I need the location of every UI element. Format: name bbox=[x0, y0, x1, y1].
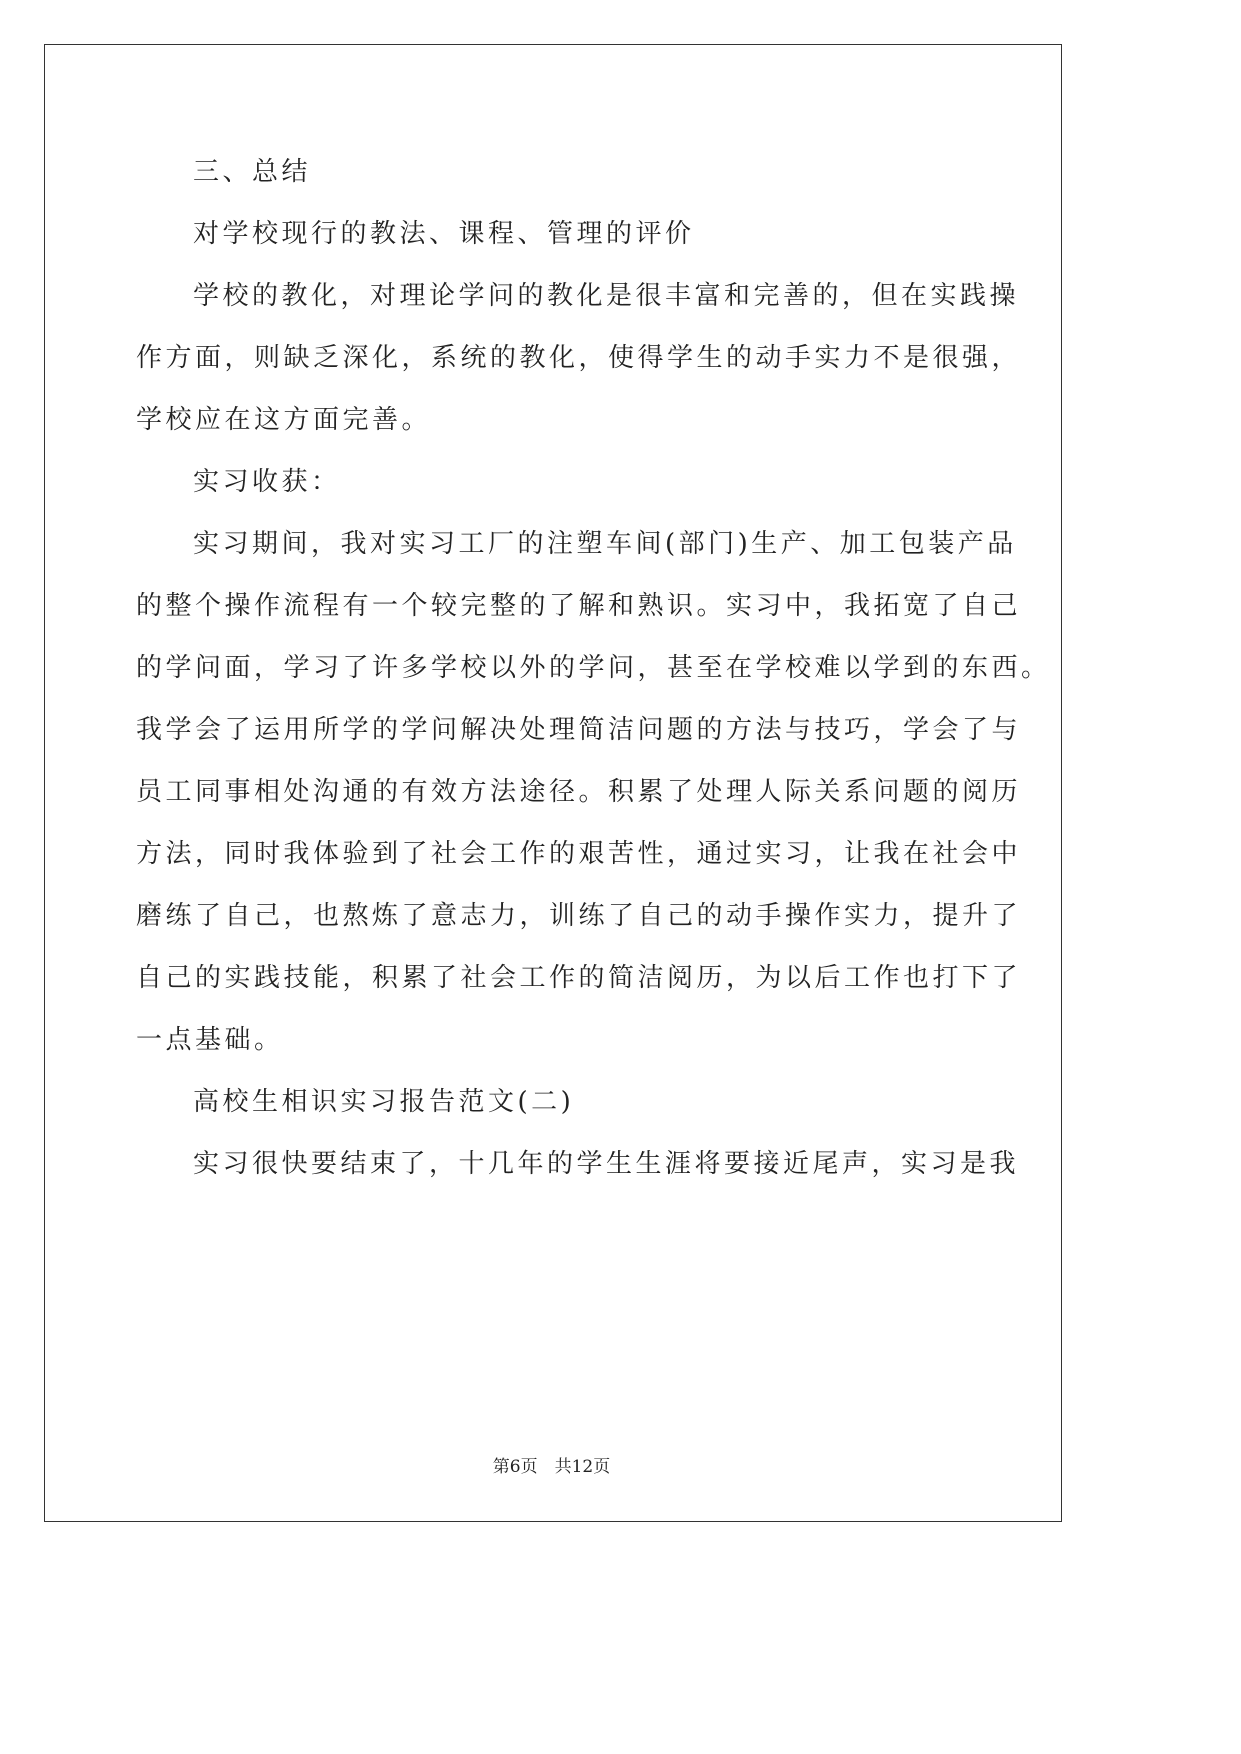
text-line: 自己的实践技能，积累了社会工作的简洁阅历，为以后工作也打下了 bbox=[136, 963, 1022, 993]
text-line: 我学会了运用所学的学问解决处理简洁问题的方法与技巧，学会了与 bbox=[136, 715, 1022, 745]
text-line: 的学问面，学习了许多学校以外的学问，甚至在学校难以学到的东西。 bbox=[136, 653, 1051, 683]
text-line: 学校应在这方面完善。 bbox=[136, 405, 432, 435]
text-line: 的整个操作流程有一个较完整的了解和熟识。实习中，我拓宽了自己 bbox=[136, 591, 1022, 621]
text-line: 学校的教化，对理论学问的教化是很丰富和完善的，但在实践操 bbox=[193, 281, 1020, 311]
text-line: 作方面，则缺乏深化，系统的教化，使得学生的动手实力不是很强， bbox=[136, 343, 1022, 373]
text-line: 实习很快要结束了，十几年的学生生涯将要接近尾声，实习是我 bbox=[193, 1149, 1020, 1179]
document-body bbox=[136, 141, 1051, 1195]
text-line: 实习期间，我对实习工厂的注塑车间(部门)生产、加工包装产品 bbox=[193, 529, 1017, 559]
text-line: 实习收获： bbox=[193, 467, 341, 497]
text-line: 高校生相识实习报告范文(二) bbox=[193, 1087, 575, 1117]
page-number-footer: 第6页 共12页 bbox=[492, 1457, 611, 1477]
text-line: 对学校现行的教法、课程、管理的评价 bbox=[193, 219, 695, 249]
text-line: 磨练了自己，也熬炼了意志力，训练了自己的动手操作实力，提升了 bbox=[136, 901, 1022, 931]
text-line: 员工同事相处沟通的有效方法途径。积累了处理人际关系问题的阅历 bbox=[136, 777, 1022, 807]
text-line: 方法，同时我体验到了社会工作的艰苦性，通过实习，让我在社会中 bbox=[136, 839, 1022, 869]
text-line: 三、总结 bbox=[193, 157, 312, 187]
text-line: 一点基础。 bbox=[136, 1025, 284, 1055]
